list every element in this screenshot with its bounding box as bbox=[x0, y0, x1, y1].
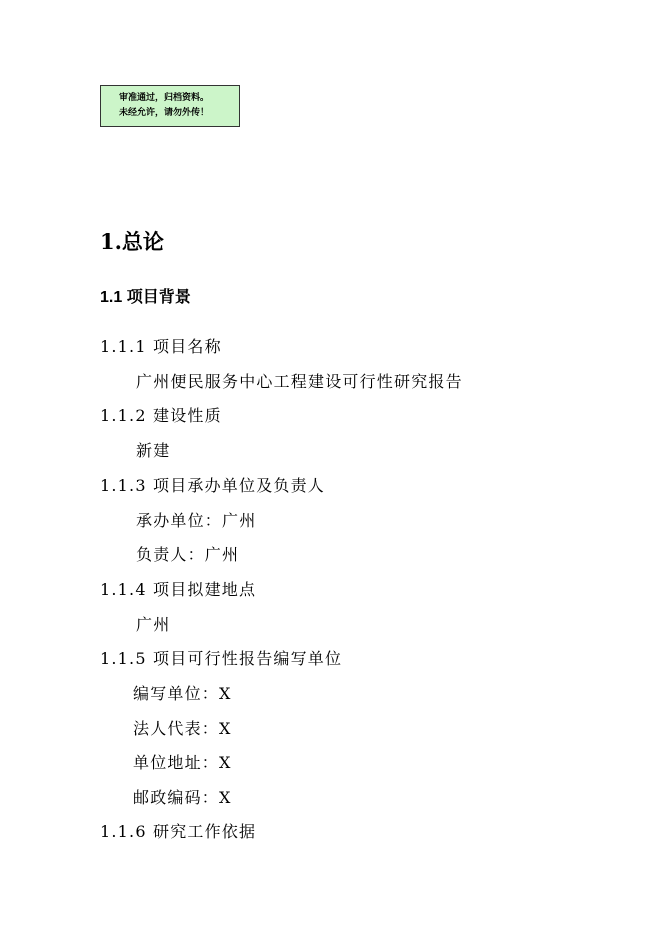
project-name-value: 广州便民服务中心工程建设可行性研究报告 bbox=[136, 372, 463, 391]
person-in-charge-value: 负责人：广州 bbox=[136, 545, 240, 564]
construction-nature-value: 新建 bbox=[136, 441, 171, 460]
subsection-title-undertaker: 1.1.3 项目承办单位及负责人 bbox=[100, 476, 325, 495]
subsection-title-project-name: 1.1.1 项目名称 bbox=[100, 337, 222, 356]
archive-stamp bbox=[100, 85, 240, 127]
legal-representative-value: 法人代表：X bbox=[133, 719, 232, 738]
undertaker-unit-value: 承办单位：广州 bbox=[136, 511, 257, 530]
subsection-title-location: 1.1.4 项目拟建地点 bbox=[100, 580, 257, 599]
location-value: 广州 bbox=[136, 615, 171, 634]
postcode-value: 邮政编码：X bbox=[133, 788, 232, 807]
subsection-title-report-writer: 1.1.5 项目可行性报告编写单位 bbox=[100, 649, 343, 668]
writer-unit-value: 编写单位：X bbox=[133, 684, 232, 703]
stamp-line-1: 审准通过，归档资料。 bbox=[119, 93, 210, 103]
stamp-line-2: 未经允许，请勿外传！ bbox=[119, 108, 210, 118]
subsection-title-construction-nature: 1.1.2 建设性质 bbox=[100, 406, 222, 425]
subsection-title-research-basis: 1.1.6 研究工作依据 bbox=[100, 822, 257, 841]
section-heading: 1.1 项目背景 bbox=[100, 289, 191, 306]
chapter-heading: 1.总论 bbox=[100, 229, 164, 254]
unit-address-value: 单位地址：X bbox=[133, 753, 232, 772]
